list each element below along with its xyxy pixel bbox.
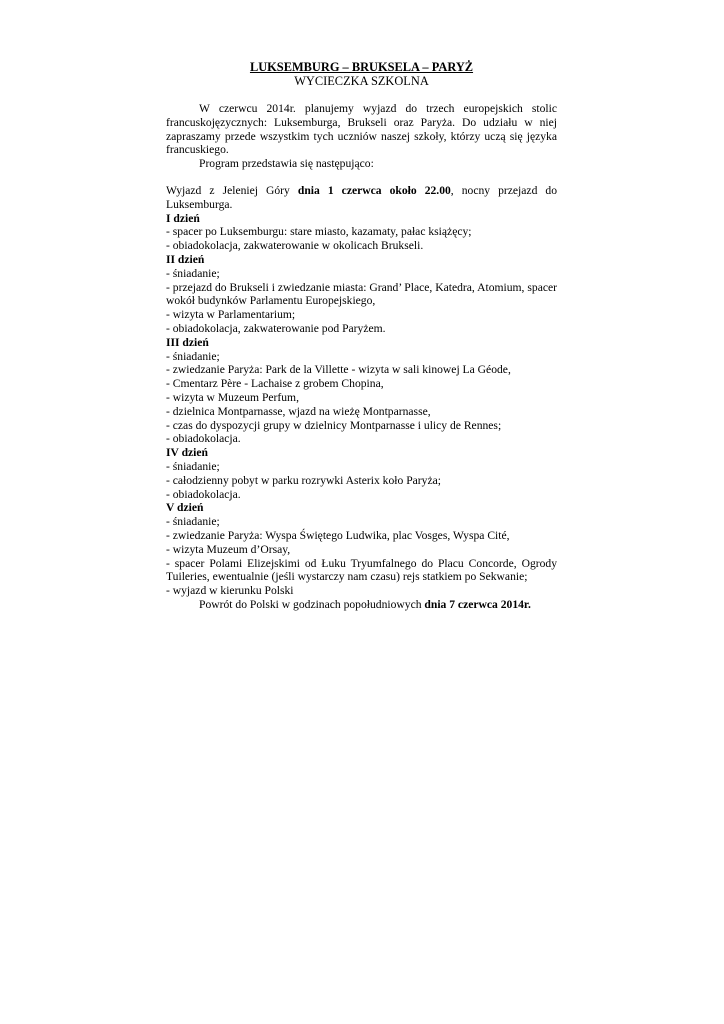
program-days	[166, 212, 557, 598]
departure-text: Wyjazd z Jeleniej Góry	[166, 183, 298, 197]
program-item: - obiadokolacja.	[166, 432, 241, 446]
departure-paragraph	[166, 184, 557, 212]
intro-paragraph: W czerwcu 2014r. planujemy wyjazd do trzech europejskich stolic francuskojęzycznych: Luksemburga, Brukseli oraz Paryża. Do udziału w niej zapraszamy przede wszystkim tych uczniów naszej szkoły, którzy uczą się języka francuskiego.	[166, 102, 557, 157]
program-item: - obiadokolacja, zakwaterowanie w okolicach Brukseli.	[166, 239, 424, 253]
program-item: - wizyta w Parlamentarium;	[166, 308, 296, 322]
program-item: - przejazd do Brukseli i zwiedzanie miasta: Grand’ Place, Katedra, Atomium, spacer wokół budynków Parlamentu Europejskiego,	[166, 280, 557, 308]
document-body	[166, 60, 557, 612]
program-item: - zwiedzanie Paryża: Park de la Villette - wizyta w sali kinowej La Géode,	[166, 363, 511, 377]
spacer	[166, 171, 557, 184]
departure-text-end: , nocny przejazd do Luksemburga.	[166, 183, 557, 211]
program-item: - Cmentarz Père - Lachaise z grobem Chopina,	[166, 377, 384, 391]
program-item: - śniadanie;	[166, 459, 220, 473]
document-title: LUKSEMBURG – BRUKSELA – PARYŻ	[249, 60, 474, 74]
program-item: - dzielnica Montparnasse, wjazd na wieżę Montparnasse,	[166, 404, 431, 418]
day-heading: III dzień	[166, 335, 209, 349]
program-item: - wizyta w Muzeum Perfum,	[166, 390, 299, 404]
document-subtitle: WYCIECZKA SZKOLNA	[294, 74, 429, 88]
return-date: dnia 7 czerwca 2014r.	[424, 597, 531, 611]
program-item: - czas do dyspozycji grupy w dzielnicy Montparnasse i ulicy de Rennes;	[166, 418, 502, 432]
program-item: - śniadanie;	[166, 349, 220, 363]
program-item: - zwiedzanie Paryża: Wyspa Świętego Ludwika, plac Vosges, Wyspa Cité,	[166, 528, 510, 542]
program-intro: Program przedstawia się następująco:	[199, 157, 374, 171]
program-item: - obiadokolacja.	[166, 487, 241, 501]
program-item: - śniadanie;	[166, 266, 220, 280]
program-item: - wizyta Muzeum d’Orsay,	[166, 542, 291, 556]
return-paragraph	[166, 598, 557, 612]
program-item: - całodzienny pobyt w parku rozrywki Asterix koło Paryża;	[166, 473, 441, 487]
program-item: - spacer Polami Elizejskimi od Łuku Tryumfalnego do Placu Concorde, Ogrody Tuileries, ewentualnie (jeśli wystarczy nam czasu) rejs statkiem po Sekwanie;	[166, 556, 557, 584]
day-heading: I dzień	[166, 211, 200, 225]
program-item: - wyjazd w kierunku Polski	[166, 584, 294, 598]
program-item: - obiadokolacja, zakwaterowanie pod Paryżem.	[166, 321, 386, 335]
day-heading: V dzień	[166, 501, 204, 515]
departure-date: dnia 1 czerwca około 22.00	[297, 183, 451, 197]
day-heading: II dzień	[166, 252, 205, 266]
return-text: Powrót do Polski w godzinach popołudniowych	[199, 597, 425, 611]
program-item: - spacer po Luksemburgu: stare miasto, kazamaty, pałac książęcy;	[166, 225, 472, 239]
program-item: - śniadanie;	[166, 515, 220, 529]
day-heading: IV dzień	[166, 446, 208, 460]
